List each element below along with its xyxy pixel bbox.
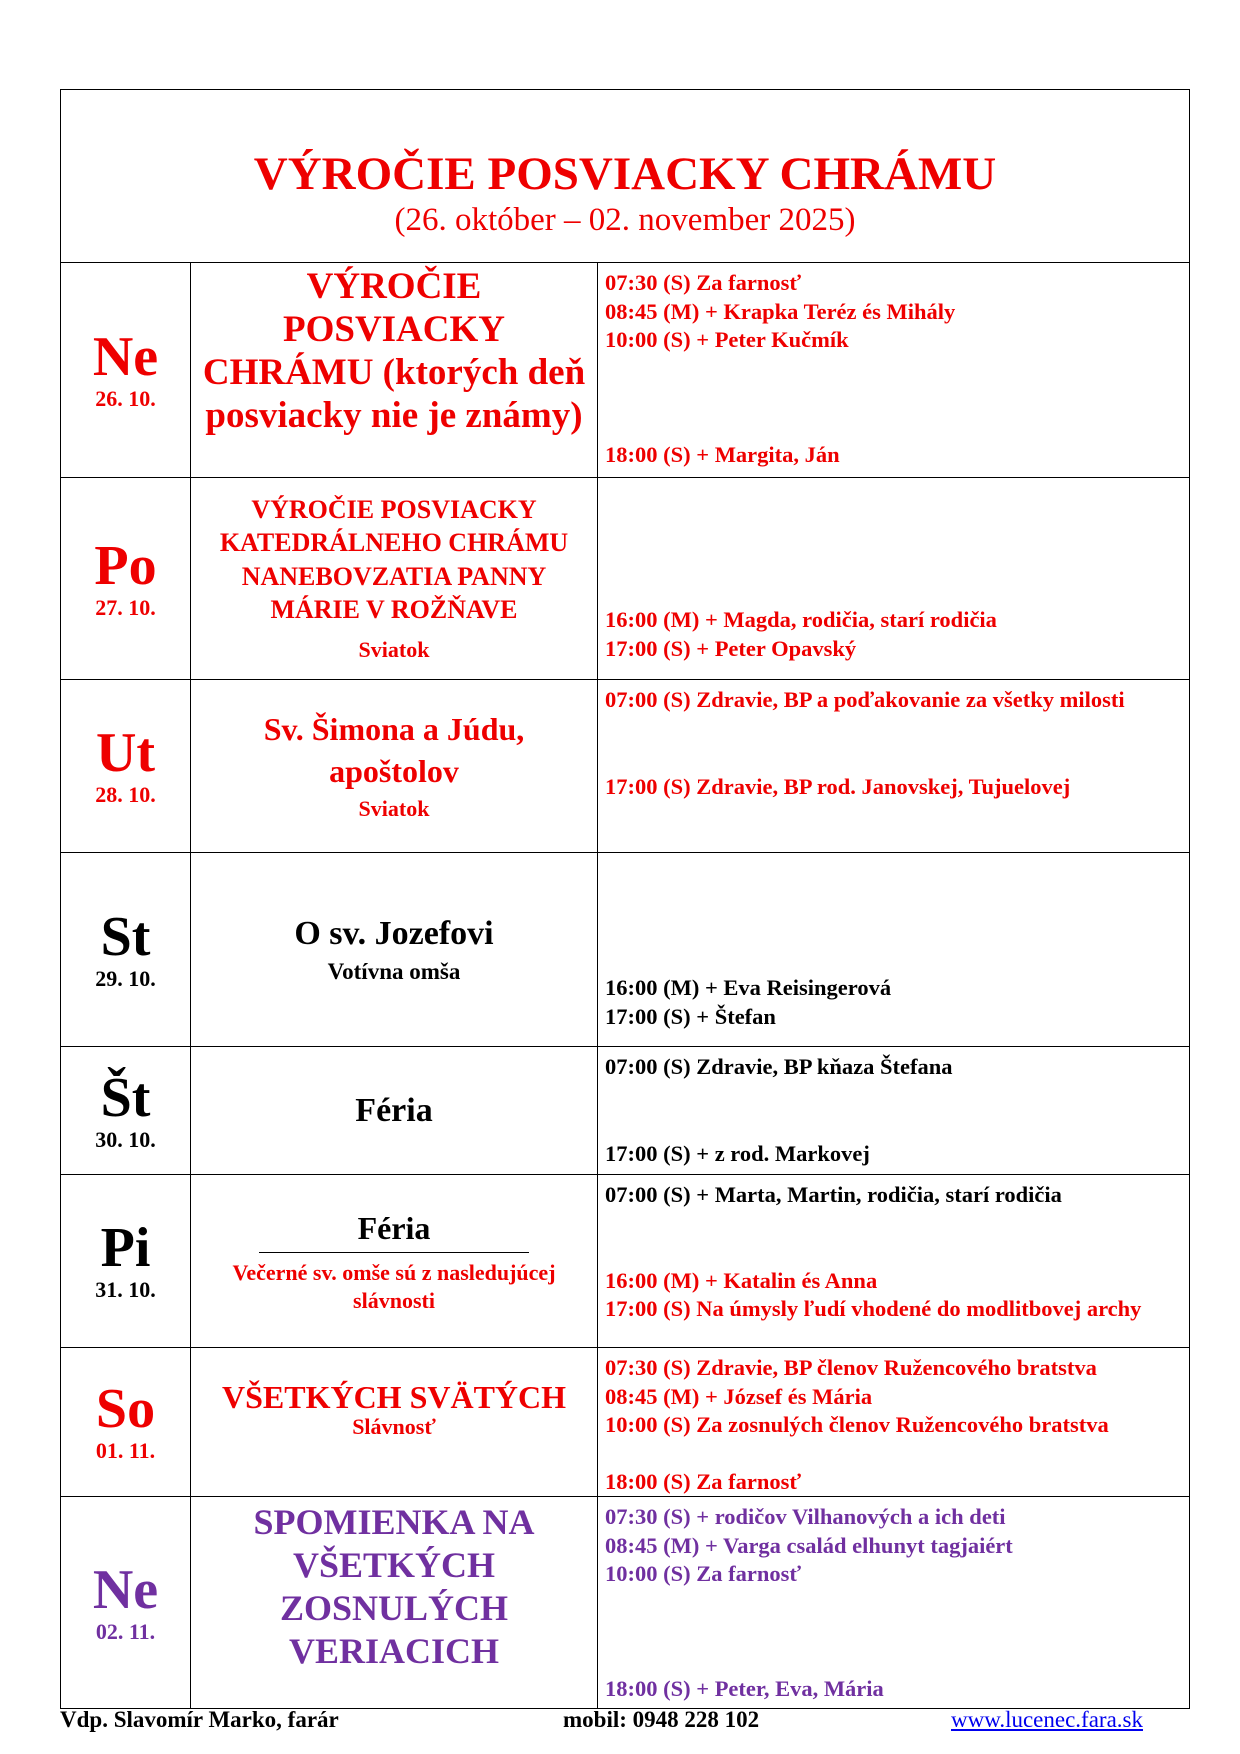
day-row	[61, 853, 1190, 1047]
day-date: 29. 10.	[95, 965, 156, 991]
mass-entry: 16:00 (M) + Katalin és Anna	[605, 1267, 878, 1293]
day-abbr: Ne	[92, 1558, 159, 1621]
footer	[60, 1707, 1190, 1737]
mass-entry: 07:00 (S) Zdravie, BP a poďakovanie za všetky milosti	[605, 687, 1125, 712]
feast-line: VÝROČIE	[306, 266, 482, 307]
day-date: 02. 11.	[95, 1618, 156, 1644]
mass-entry: 07:30 (S) + rodičov Vilhanových a ich deti	[605, 1504, 1006, 1529]
day-date: 01. 11.	[95, 1438, 156, 1463]
feast-rank: Sviatok	[358, 796, 430, 821]
day-date: 30. 10.	[95, 1126, 156, 1152]
mass-entry: 07:30 (S) Za farnosť	[605, 270, 802, 295]
schedule-sheet	[60, 89, 1189, 1709]
mass-entry: 08:45 (M) + József és Mária	[605, 1383, 873, 1409]
mass-entry: 17:00 (S) Na úmysly ľudí vhodené do modlitbovej archy	[605, 1296, 1142, 1321]
day-cell	[61, 1047, 191, 1175]
feast-cell	[191, 263, 598, 478]
feast-cell	[191, 853, 598, 1047]
page-title: VÝROČIE POSVIACKY CHRÁMU	[253, 148, 997, 200]
feast-line: SPOMIENKA NA	[253, 1502, 535, 1542]
feast-line: MÁRIE V ROŽŇAVE	[270, 595, 518, 624]
day-abbr: So	[95, 1378, 156, 1440]
day-abbr: Pi	[100, 1217, 151, 1279]
day-row	[61, 478, 1190, 680]
mass-entry: 07:00 (S) + Marta, Martin, rodičia, starí rodičia	[605, 1182, 1062, 1207]
day-cell	[61, 478, 191, 680]
feast-rank: Slávnosť	[352, 1414, 436, 1439]
feast-line: NANEBOVZATIA PANNY	[241, 561, 547, 591]
mass-entry: 10:00 (S) Za farnosť	[605, 1561, 802, 1586]
day-row	[61, 263, 1190, 478]
feast-line: KATEDRÁLNEHO CHRÁMU	[219, 528, 569, 557]
mass-entry: 18:00 (S) Za farnosť	[605, 1468, 802, 1494]
day-cell	[61, 1497, 191, 1709]
feast-line: ZOSNULÝCH	[279, 1588, 509, 1628]
mass-cell	[598, 1047, 1190, 1175]
day-cell	[61, 1175, 191, 1348]
day-date: 26. 10.	[95, 386, 156, 411]
mass-cell	[598, 478, 1190, 680]
feast-line: posviacky nie je známy)	[205, 395, 583, 436]
feast-cell	[191, 478, 598, 680]
mass-entry: 10:00 (S) Za zosnulých členov Ružencového bratstva	[605, 1412, 1109, 1437]
day-cell	[61, 680, 191, 853]
schedule-table	[60, 89, 1190, 1709]
mass-entry: 16:00 (M) + Eva Reisingerová	[605, 975, 892, 1000]
mass-cell	[598, 1175, 1190, 1348]
feast-line: VÝROČIE POSVIACKY	[251, 494, 537, 524]
feast-rank: Sviatok	[358, 636, 430, 662]
day-row	[61, 1348, 1190, 1497]
date-range: (26. október – 02. november 2025)	[394, 202, 856, 238]
feast-line: POSVIACKY	[282, 309, 506, 350]
website-link[interactable]: www.lucenec.fara.sk	[951, 1707, 1143, 1732]
title-cell	[61, 90, 1190, 263]
feast-line: VERIACICH	[288, 1631, 500, 1671]
feast-line: Féria	[357, 1209, 431, 1246]
feast-cell	[191, 1497, 598, 1709]
day-abbr: Ne	[92, 326, 159, 388]
feast-line: Sv. Šimona a Júdu,	[263, 711, 525, 747]
feast-line: VŠETKÝCH	[292, 1545, 496, 1585]
day-row	[61, 680, 1190, 853]
feast-note: Večerné sv. omše sú z nasledujúcej slávnosti	[232, 1259, 556, 1313]
feast-cell	[191, 1047, 598, 1175]
feast-rank: Votívna omša	[327, 958, 461, 984]
day-date: 28. 10.	[95, 782, 156, 807]
mass-entry: 18:00 (S) + Margita, Ján	[605, 441, 840, 467]
day-row	[61, 1047, 1190, 1175]
day-date: 27. 10.	[95, 594, 156, 620]
mass-cell	[598, 680, 1190, 853]
feast-cell	[191, 1348, 598, 1497]
mass-entry: 08:45 (M) + Varga család elhunyt tagjaiért	[605, 1532, 1013, 1558]
mass-entry: 07:30 (S) Zdravie, BP členov Ružencového bratstva	[605, 1355, 1097, 1380]
day-cell	[61, 853, 191, 1047]
feast-line: apoštolov	[329, 753, 459, 789]
feast-line: VŠETKÝCH SVÄTÝCH	[221, 1379, 567, 1415]
day-abbr: Po	[94, 534, 157, 597]
mass-entry: 08:45 (M) + Krapka Teréz és Mihály	[605, 298, 956, 324]
mass-entry: 16:00 (M) + Magda, rodičia, starí rodičia	[605, 607, 997, 632]
phone-number: mobil: 0948 228 102	[563, 1707, 760, 1732]
day-row	[61, 1175, 1190, 1348]
feast-cell	[191, 1175, 598, 1348]
day-date: 31. 10.	[95, 1277, 156, 1302]
day-row	[61, 1497, 1190, 1709]
mass-cell	[598, 263, 1190, 478]
divider-line	[259, 1252, 529, 1253]
feast-line: CHRÁMU (ktorých deň	[202, 352, 586, 393]
day-abbr: Ut	[95, 722, 156, 784]
mass-cell	[598, 853, 1190, 1047]
mass-entry: 17:00 (S) Zdravie, BP rod. Janovskej, Tujuelovej	[605, 773, 1071, 799]
mass-entry: 17:00 (S) + Peter Opavský	[605, 635, 857, 661]
mass-entry: 07:00 (S) Zdravie, BP kňaza Štefana	[605, 1054, 953, 1079]
feast-cell	[191, 680, 598, 853]
mass-cell	[598, 1497, 1190, 1709]
feast-line: O sv. Jozefovi	[294, 914, 494, 952]
mass-entry: 17:00 (S) + z rod. Markovej	[605, 1140, 870, 1166]
day-abbr: Št	[100, 1066, 151, 1129]
title-row	[61, 90, 1190, 263]
day-abbr: St	[100, 905, 151, 968]
priest-name: Vdp. Slavomír Marko, farár	[60, 1707, 339, 1732]
day-cell	[61, 263, 191, 478]
mass-cell	[598, 1348, 1190, 1497]
feast-line: Féria	[355, 1091, 433, 1129]
mass-entry: 10:00 (S) + Peter Kučmík	[605, 327, 849, 352]
day-cell	[61, 1348, 191, 1497]
mass-entry: 17:00 (S) + Štefan	[605, 1003, 776, 1029]
mass-entry: 18:00 (S) + Peter, Eva, Mária	[605, 1675, 884, 1701]
